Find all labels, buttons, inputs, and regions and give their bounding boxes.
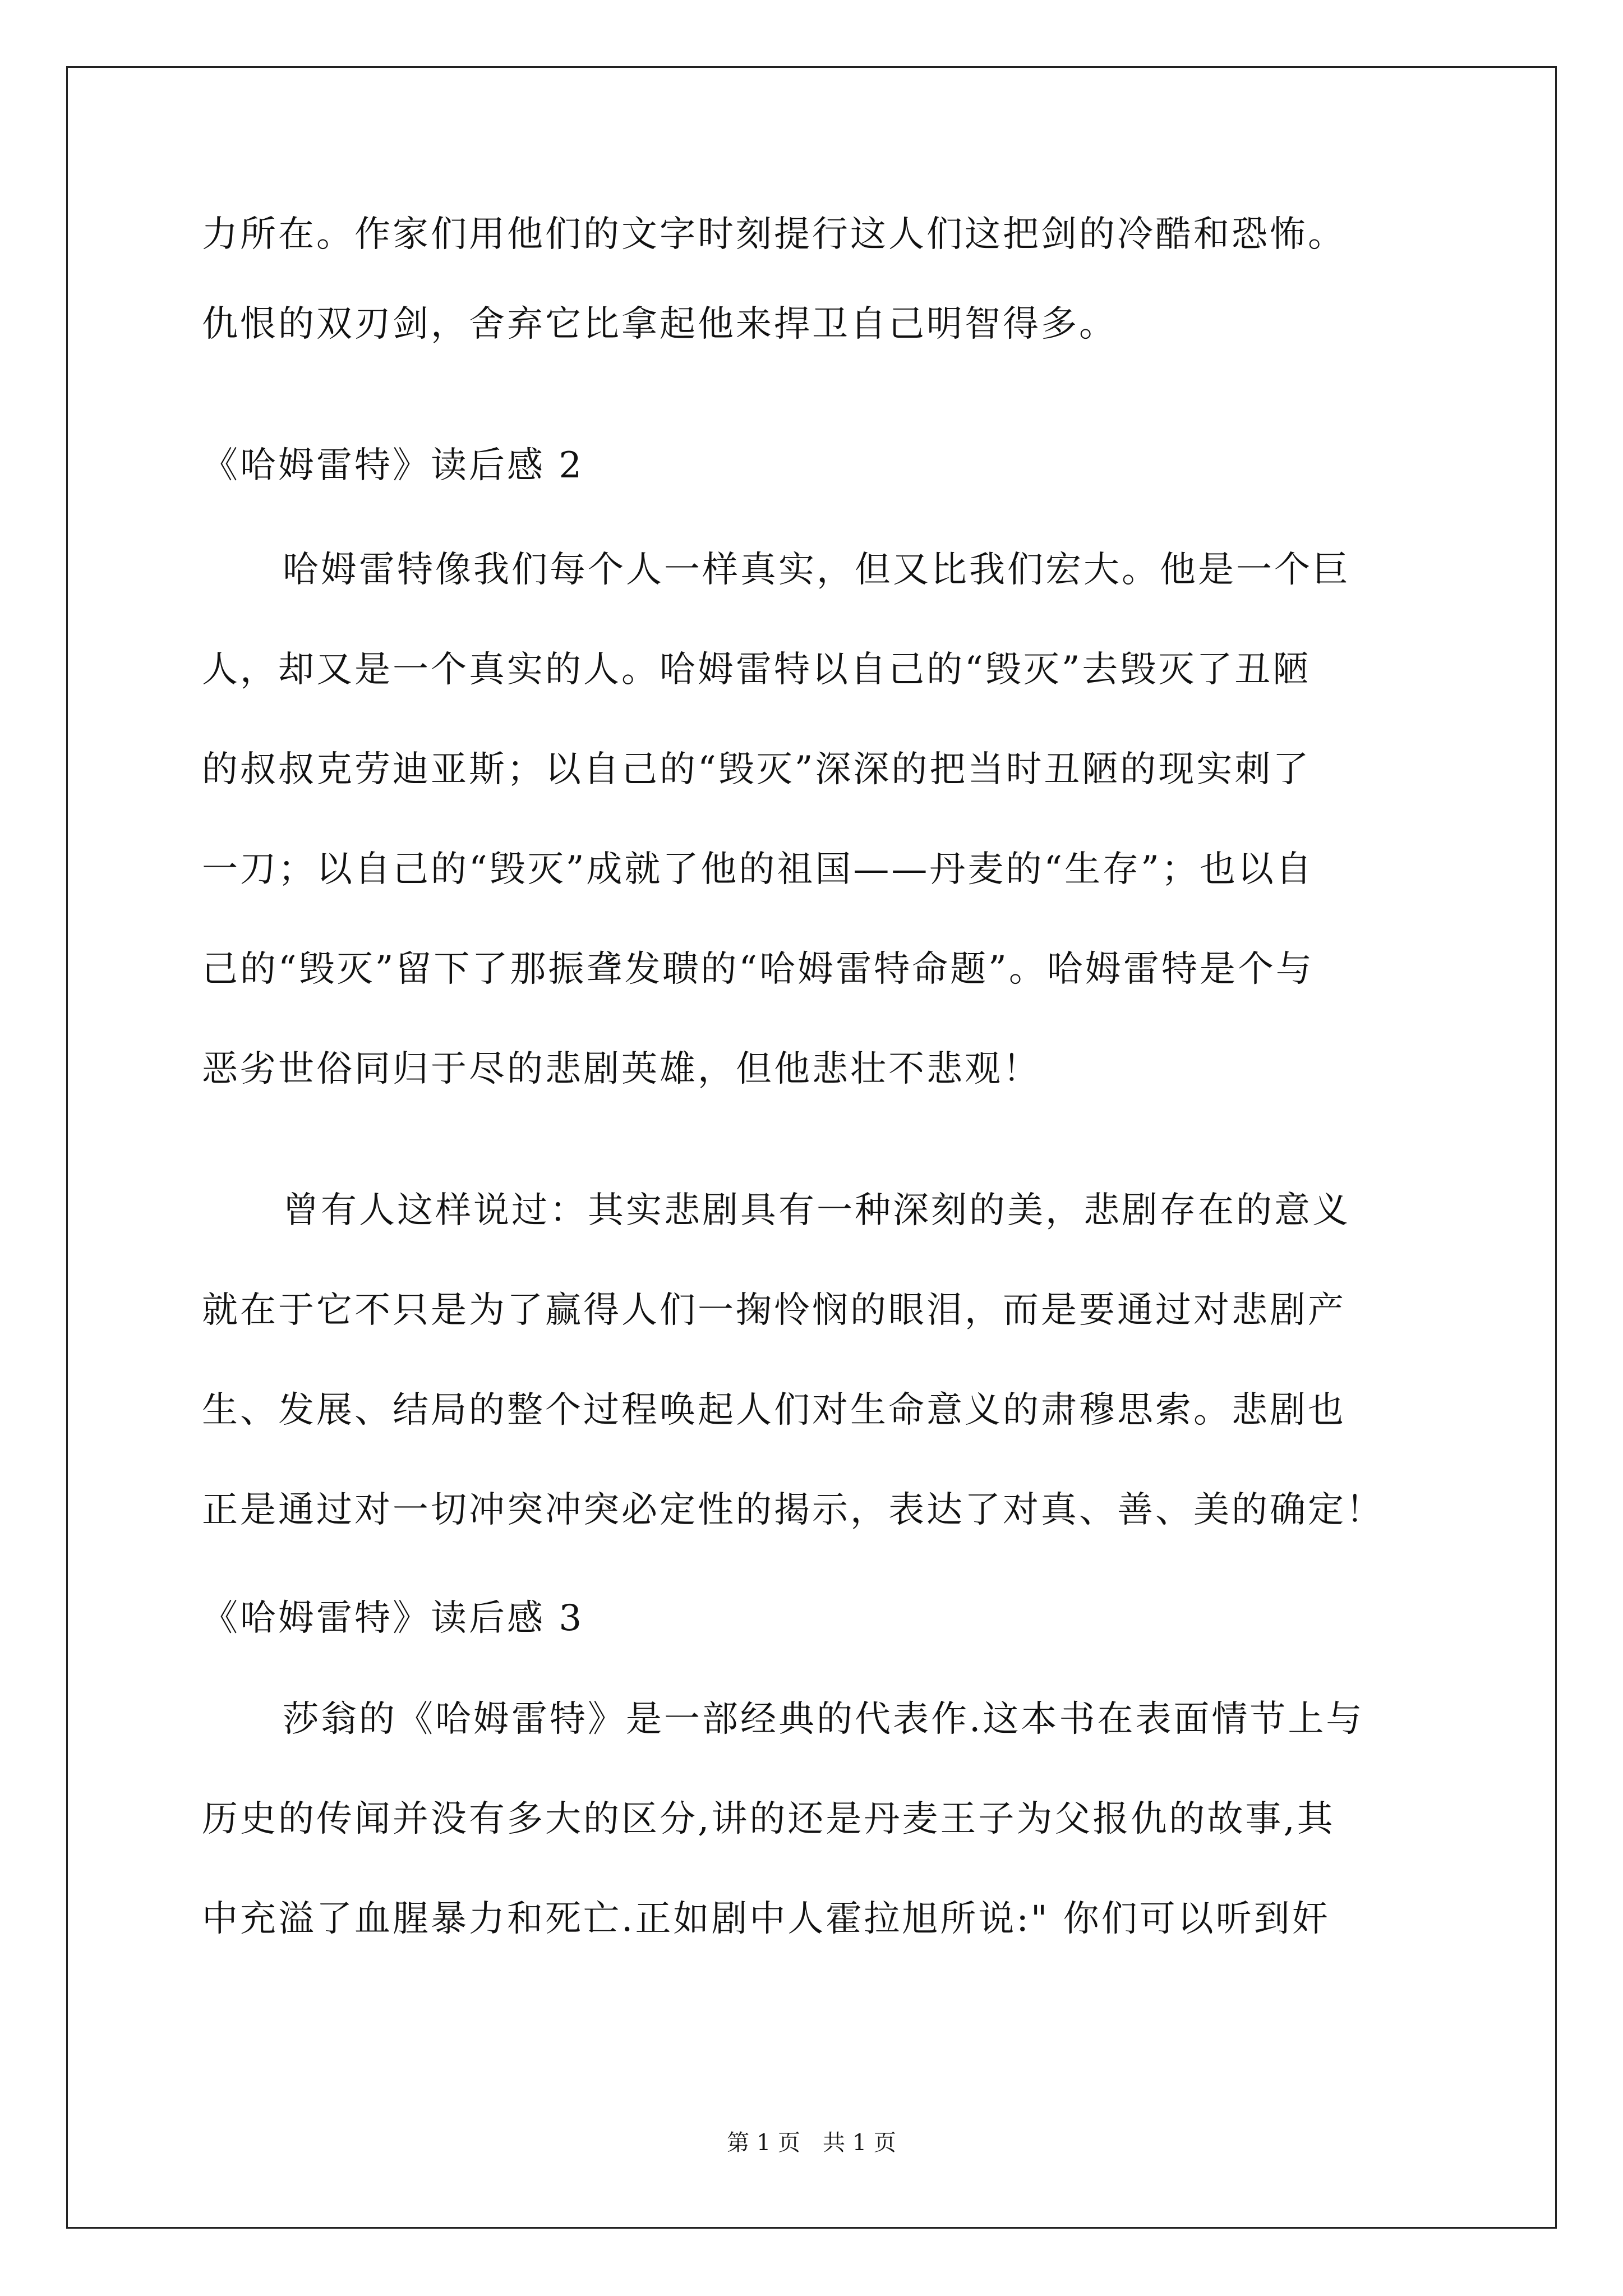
text-line: 中充溢了血腥暴力和死亡.正如剧中人霍拉旭所说:" 你们可以听到奸 — [202, 1898, 1330, 1940]
text-line: 仇恨的双刃剑，舍弃它比拿起他来捍卫自己明智得多。 — [202, 303, 1117, 345]
text-line: 的叔叔克劳迪亚斯；以自己的“毁灭”深深的把当时丑陋的现实刺了 — [202, 749, 1311, 790]
text-line: 正是通过对一切冲突冲突必定性的揭示，表达了对真、善、美的确定！ — [202, 1489, 1384, 1531]
section-heading: 《哈姆雷特》读后感 2 — [202, 445, 584, 486]
text-line: 己的“毁灭”留下了那振聋发聩的“哈姆雷特命题”。哈姆雷特是个与 — [202, 949, 1314, 990]
text-line: 莎翁的《哈姆雷特》是一部经典的代表作.这本书在表面情节上与 — [283, 1699, 1364, 1740]
text-line: 一刀；以自己的“毁灭”成就了他的祖国——丹麦的“生存”；也以自 — [202, 849, 1314, 890]
text-line: 曾有人这样说过：其实悲剧具有一种深刻的美，悲剧存在的意义 — [283, 1190, 1350, 1231]
page-footer — [0, 2129, 1623, 2157]
text-line: 历史的传闻并没有多大的区分,讲的还是丹麦王子为父报仇的故事,其 — [202, 1798, 1335, 1840]
text-line: 人，却又是一个真实的人。哈姆雷特以自己的“毁灭”去毁灭了丑陋 — [202, 649, 1311, 691]
section-heading: 《哈姆雷特》读后感 3 — [202, 1598, 584, 1639]
text-line: 生、发展、结局的整个过程唤起人们对生命意义的肃穆思索。悲剧也 — [202, 1389, 1346, 1431]
page-number-total: 共 1 页 — [823, 2130, 896, 2156]
page-number-current: 第 1 页 — [727, 2130, 800, 2156]
text-line: 恶劣世俗同归于尽的悲剧英雄，但他悲壮不悲观！ — [202, 1048, 1041, 1090]
text-line: 力所在。作家们用他们的文字时刻提行这人们这把剑的冷酷和恐怖。 — [202, 214, 1346, 255]
text-line: 哈姆雷特像我们每个人一样真实，但又比我们宏大。他是一个巨 — [283, 549, 1350, 591]
text-line: 就在于它不只是为了赢得人们一掬怜悯的眼泪，而是要通过对悲剧产 — [202, 1290, 1346, 1331]
